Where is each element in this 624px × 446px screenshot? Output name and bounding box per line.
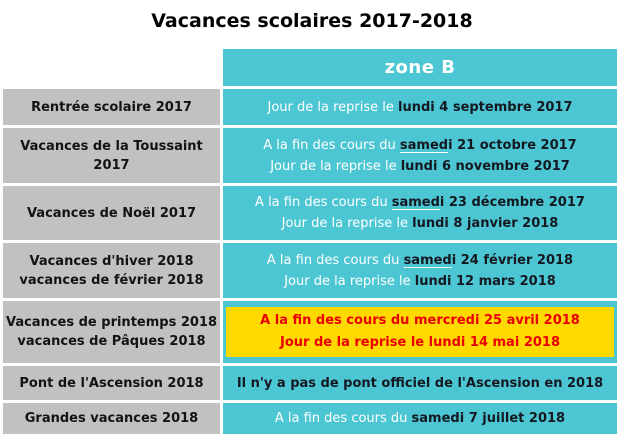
row-label-line: Rentrée scolaire 2017 xyxy=(31,99,192,115)
value-bold-text: i 21 octobre 2017 xyxy=(448,137,577,153)
value-bold-text-underlined: samed xyxy=(391,195,440,210)
row-value-cell xyxy=(223,301,617,363)
table-row xyxy=(3,301,617,363)
value-light-text: Jour de la reprise le xyxy=(267,99,398,115)
header-row xyxy=(3,49,617,86)
row-value-cell xyxy=(223,128,617,183)
value-bold-text: lundi 4 septembre 2017 xyxy=(398,99,573,115)
row-label-line: 2017 xyxy=(93,157,130,173)
row-label-cell xyxy=(3,128,220,183)
highlight-box xyxy=(226,307,614,357)
page-title: Vacances scolaires 2017-2018 xyxy=(151,10,473,32)
value-bold-text: Il n'y a pas de pont officiel de l'Ascension en 2018 xyxy=(236,375,604,391)
value-bold-text: Jour de la reprise le lundi 14 mai 2018 xyxy=(280,335,560,350)
row-value-line xyxy=(226,310,614,332)
row-value-cell xyxy=(223,243,617,298)
zone-header-cell xyxy=(223,49,617,86)
row-value-line xyxy=(223,156,617,177)
value-bold-text: i 24 février 2018 xyxy=(451,252,574,268)
header-empty-cell xyxy=(3,49,220,86)
row-value-line xyxy=(223,408,617,429)
table-row xyxy=(3,366,617,400)
row-value-cell xyxy=(223,186,617,240)
zone-header-label: zone B xyxy=(384,57,456,78)
value-light-text: Jour de la reprise le xyxy=(284,273,415,289)
row-label-line: Vacances d'hiver 2018 xyxy=(29,253,194,269)
row-label-line: vacances de février 2018 xyxy=(19,272,204,288)
row-value-line xyxy=(223,250,617,271)
value-bold-text: lundi 6 novembre 2017 xyxy=(400,158,570,174)
row-value-line xyxy=(223,213,617,234)
row-value-line xyxy=(223,271,617,292)
row-value-line xyxy=(223,135,617,156)
row-label-cell xyxy=(3,186,220,240)
table-row xyxy=(3,128,617,183)
value-light-text: A la fin des cours du xyxy=(274,411,412,426)
row-label-cell xyxy=(3,366,220,400)
value-bold-text: i 23 décembre 2017 xyxy=(439,195,585,210)
value-light-text: A la fin des cours du xyxy=(255,195,392,210)
table-row xyxy=(3,403,617,434)
value-light-text: A la fin des cours du xyxy=(263,137,400,153)
table-row xyxy=(3,243,617,298)
row-label-line: Vacances de Noël 2017 xyxy=(26,205,197,221)
row-label-cell xyxy=(3,243,220,298)
table-row xyxy=(3,89,617,125)
value-light-text: A la fin des cours du xyxy=(266,252,404,268)
row-label-line: Vacances de la Toussaint xyxy=(20,138,203,154)
value-light-text: Jour de la reprise le xyxy=(270,158,401,174)
value-bold-text: lundi 12 mars 2018 xyxy=(414,273,556,289)
row-value-line xyxy=(223,373,617,394)
row-label-cell xyxy=(3,403,220,434)
value-light-text: Jour de la reprise le xyxy=(281,216,413,231)
vacations-table xyxy=(0,46,620,437)
row-value-cell xyxy=(223,403,617,434)
value-bold-text: A la fin des cours du mercredi 25 avril 2018 xyxy=(260,313,580,328)
row-value-cell xyxy=(223,89,617,125)
row-label-line: vacances de Pâques 2018 xyxy=(17,334,206,349)
row-label-line: Grandes vacances 2018 xyxy=(24,411,199,426)
row-label-cell xyxy=(3,89,220,125)
row-value-line xyxy=(226,332,614,354)
value-bold-text-underlined: samed xyxy=(399,137,449,153)
row-label-line: Vacances de printemps 2018 xyxy=(5,315,218,330)
row-label-line: Pont de l'Ascension 2018 xyxy=(19,375,204,391)
row-label-cell xyxy=(3,301,220,363)
value-bold-text: lundi 8 janvier 2018 xyxy=(412,216,559,231)
row-value-line xyxy=(223,192,617,213)
value-bold-text: samedi 7 juillet 2018 xyxy=(411,411,566,426)
vacations-table-body xyxy=(3,49,617,434)
table-row xyxy=(3,186,617,240)
row-value-line xyxy=(223,97,617,118)
value-bold-text-underlined: samed xyxy=(403,252,452,268)
row-value-cell xyxy=(223,366,617,400)
